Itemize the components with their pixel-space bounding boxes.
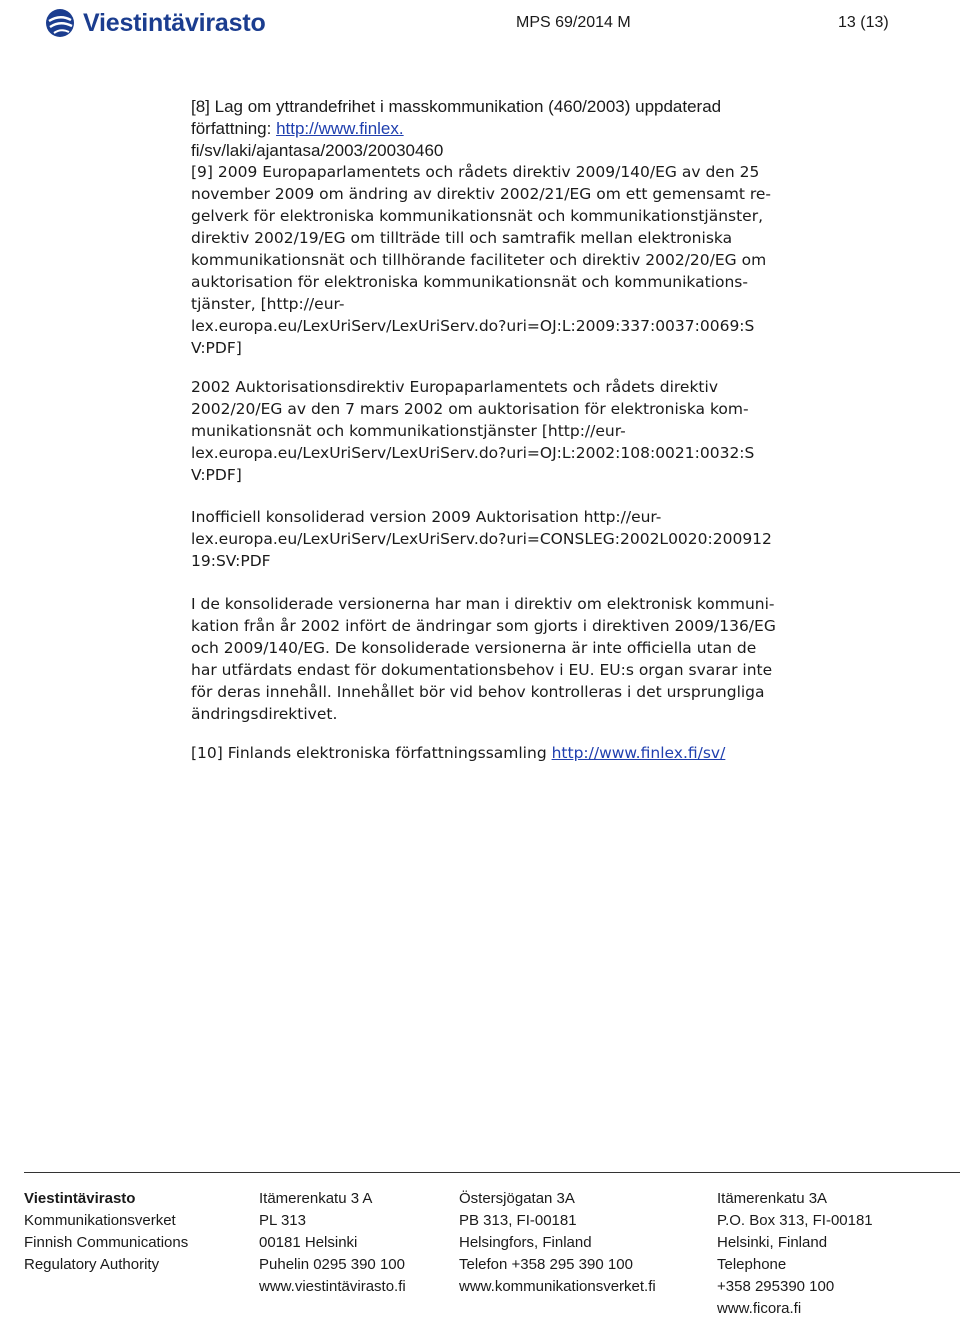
- reference-9-line: tjänster, [http://eur-: [191, 295, 345, 313]
- consolidated-line: lex.europa.eu/LexUriServ/LexUriServ.do?uri=CONSLEG:2002L0020:200912: [191, 530, 772, 548]
- footer-line: Puhelin 0295 390 100: [259, 1256, 405, 1273]
- footer-line: Telephone: [717, 1256, 787, 1273]
- note-line: och 2009/140/EG. De konsoliderade versionerna är inte officiella utan de: [191, 639, 757, 657]
- footer-line: Helsinki, Finland: [717, 1234, 828, 1251]
- authorisation-line: V:PDF]: [191, 466, 242, 484]
- authorisation-line: munikationsnät och kommunikationstjänster [http://eur-: [191, 422, 626, 440]
- reference-8-prefix: författning:: [191, 119, 277, 138]
- finlex-link-part-2[interactable]: fi/sv/laki/ajantasa/2003/20030460: [191, 141, 444, 160]
- footer-line: +358 295390 100: [717, 1278, 835, 1295]
- reference-9-line: november 2009 om ändring av direktiv 2002/21/EG om ett gemensamt re-: [191, 185, 772, 203]
- globe-icon: [45, 8, 75, 38]
- footer-line: Itämerenkatu 3A: [717, 1190, 828, 1207]
- authorisation-directive-2002: [191, 376, 901, 486]
- note-line: I de konsoliderade versionerna har man i direktiv om elektronisk kommuni-: [191, 595, 775, 613]
- consolidated-line: 19:SV:PDF: [191, 552, 271, 570]
- reference-9-line: [9] 2009 Europaparlamentets och rådets direktiv 2009/140/EG av den 25: [191, 163, 760, 181]
- finlex-sv-link[interactable]: http://www.finlex.fi/sv/: [551, 744, 726, 762]
- note-line: har utfärdats endast för dokumentationsbehov i EU. EU:s organ svarar inte: [191, 661, 773, 679]
- unofficial-consolidated-version: [191, 506, 901, 572]
- reference-8-line-3: [191, 140, 901, 162]
- reference-10-text: [10] Finlands elektroniska författningssamling: [191, 744, 552, 762]
- consolidated-line: Inofficiell konsoliderad version 2009 Auktorisation http://eur-: [191, 508, 662, 526]
- footer-line: Finnish Communications: [24, 1234, 189, 1251]
- authorisation-line: lex.europa.eu/LexUriServ/LexUriServ.do?uri=OJ:L:2002:108:0021:0032:S: [191, 444, 755, 462]
- reference-9-line: lex.europa.eu/LexUriServ/LexUriServ.do?uri=OJ:L:2009:337:0037:0069:S: [191, 317, 755, 335]
- footer-line: Kommunikationsverket: [24, 1212, 176, 1229]
- reference-9-line: kommunikationsnät och tillhörande faciliteter och direktiv 2002/20/EG om: [191, 251, 767, 269]
- footer-line: Telefon +358 295 390 100: [459, 1256, 633, 1273]
- document-reference: MPS 69/2014 M: [516, 14, 631, 31]
- footer-line: 00181 Helsinki: [259, 1234, 358, 1251]
- reference-10: [191, 742, 901, 764]
- footer-line: PB 313, FI-00181: [459, 1212, 577, 1229]
- footer-column-english: [717, 1188, 873, 1320]
- footer-divider: [24, 1172, 960, 1173]
- footer-line: Helsingfors, Finland: [459, 1234, 592, 1251]
- reference-8-line-2: [191, 118, 901, 140]
- reference-9-line: V:PDF]: [191, 339, 242, 357]
- footer-line: PL 313: [259, 1212, 306, 1229]
- footer-column-agency: [24, 1188, 188, 1276]
- finlex-link-part-1[interactable]: http://www.finlex.: [276, 119, 404, 138]
- logo-text: Viestintävirasto: [83, 8, 266, 37]
- footer-website-link[interactable]: www.ficora.fi: [717, 1300, 802, 1317]
- authorisation-line: 2002 Auktorisationsdirektiv Europaparlamentets och rådets direktiv: [191, 378, 718, 396]
- footer-line: Östersjögatan 3A: [459, 1190, 575, 1207]
- consolidated-versions-note: [191, 593, 901, 725]
- reference-8-line-1: [8] Lag om yttrandefrihet i masskommunikation (460/2003) uppdaterad: [191, 97, 722, 116]
- footer-website-link[interactable]: www.viestintävirasto.fi: [259, 1278, 406, 1295]
- reference-10-line: [191, 742, 901, 764]
- note-line: för deras innehåll. Innehållet bör vid behov kontrolleras i det ursprungliga: [191, 683, 765, 701]
- reference-8: [191, 96, 901, 162]
- footer-column-finnish: [259, 1188, 406, 1298]
- footer-line: Regulatory Authority: [24, 1256, 160, 1273]
- reference-9: [191, 161, 901, 359]
- footer-line: P.O. Box 313, FI-00181: [717, 1212, 873, 1229]
- footer-agency-name: Viestintävirasto: [24, 1190, 136, 1207]
- note-line: kation från år 2002 infört de ändringar som gjorts i direktiven 2009/136/EG: [191, 617, 776, 635]
- reference-9-line: auktorisation för elektroniska kommunikationsnät och kommunikations-: [191, 273, 748, 291]
- logo: [45, 6, 266, 40]
- authorisation-line: 2002/20/EG av den 7 mars 2002 om auktorisation för elektroniska kom-: [191, 400, 749, 418]
- page-number: 13 (13): [838, 14, 889, 31]
- footer-website-link[interactable]: www.kommunikationsverket.fi: [459, 1278, 656, 1295]
- footer-column-swedish: [459, 1188, 656, 1298]
- footer-line: Itämerenkatu 3 A: [259, 1190, 373, 1207]
- reference-9-line: gelverk för elektroniska kommunikationsnät och kommunikationstjänster,: [191, 207, 764, 225]
- note-line: ändringsdirektivet.: [191, 705, 338, 723]
- reference-9-line: direktiv 2002/19/EG om tillträde till och samtrafik mellan elektroniska: [191, 229, 733, 247]
